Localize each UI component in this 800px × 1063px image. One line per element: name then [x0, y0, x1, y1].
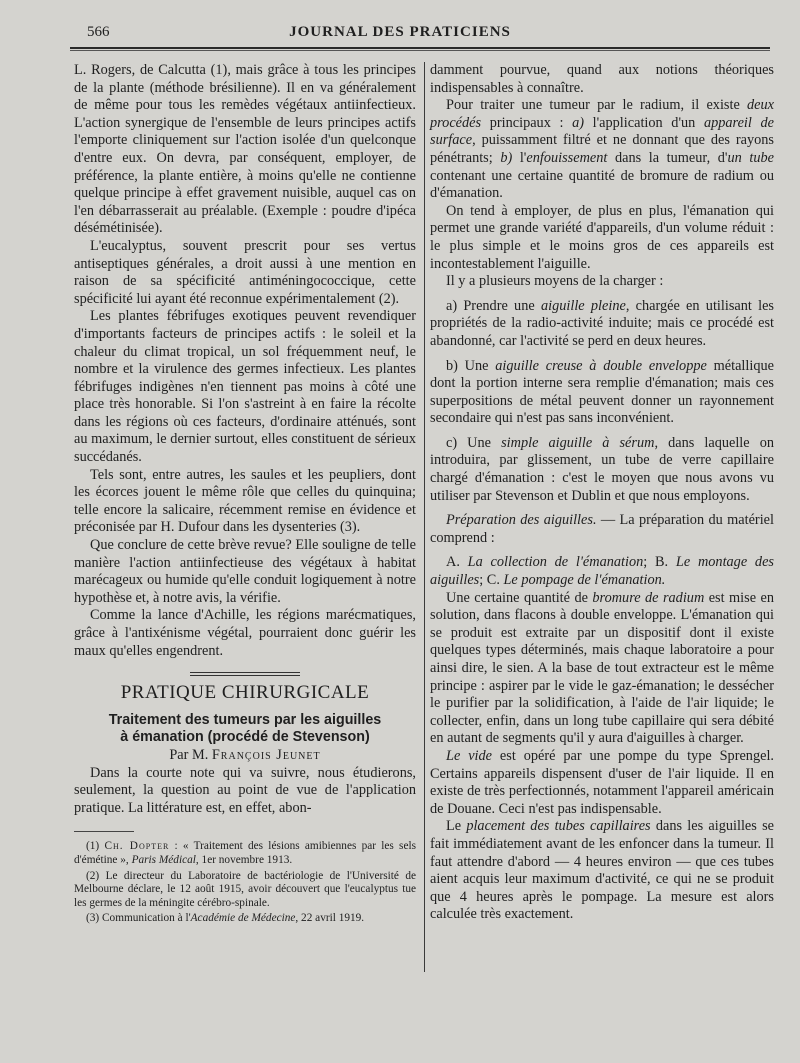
paragraph: a) Prendre une aiguille pleine, chargée en utilisant les propriétés de la radio-activité induite; mais ce procédé est abandonné, car l'activité se perd en deux heures. [430, 297, 774, 349]
author-line [74, 747, 416, 765]
paragraph: Une certaine quantité de bromure de radium est mise en solution, dans flacons à double enveloppe. L'émanation qui se produit est extraite par un dispositif dont il existe quelques types déterminés, mais chaque laboratoire a pour ainsi dire, le sien. A la base de tout extracteur est le même principe : aspirer par le vide le gaz-émanation; le dessécher le purifier par la solidification, à l'aide de l'air liquide; le collecter, enfin, dans un long tube capillaire qui sera débité en autant de segments qu'il y aura d'aiguilles à charger. [430, 589, 774, 747]
footnote-text: Le directeur du Laboratoire de bactériologie de l'Université de Melbourne déclare, le 12 août 1915, avoir découvert que l'eucalyptus tue les germes de la méningite cérébro-spinale. [74, 869, 416, 909]
header-rule-thin [70, 50, 770, 51]
paragraph: c) Une simple aiguille à sérum, dans laquelle on introduira, par glissement, un tube de verre capillaire chargé d'émanation : c'est le moyen que nous avons vu utiliser par Stevenson et Dublin et que nous employons. [430, 434, 774, 504]
paragraph: L. Rogers, de Calcutta (1), mais grâce à tous les principes de la plante (méthode brésilienne). Il en va généralement de même pour tous les remèdes végétaux antiinfectieux. L'action synergique de l'ensemble de leurs principes actifs l'emporte cliniquement sur l'action isolée d'un quelconque d'entre eux. On devra, par conséquent, employer, de préférence, la plante entière, à moins qu'elle ne contienne quelque principe à effet gravement nuisible, auquel cas on l'en débarrasserait au préalable. (Exemple : poudre d'ipéca désémétinisée). [74, 62, 416, 237]
paragraph: L'eucalyptus, souvent prescrit pour ses vertus antiseptiques générales, a droit aussi à une mention en raison de sa spécificité antiméningococcique, cette spécificité lui ayant été reconnue expérimentalement (2). [74, 237, 416, 307]
footnote-text: , 22 avril 1919. [295, 912, 365, 925]
right-column [430, 62, 774, 924]
footnote [74, 840, 416, 867]
paragraph: damment pourvue, quand aux notions théoriques indispensables à connaître. [430, 62, 774, 96]
section-heading [74, 672, 416, 702]
footnote-rule [74, 831, 134, 832]
page-number: 566 [87, 24, 110, 40]
journal-title: JOURNAL DES PRATICIENS [289, 24, 511, 40]
article-title [74, 712, 416, 747]
author-prefix: Par M. [169, 746, 209, 763]
paragraph: Le vide est opéré par une pompe du type Sprengel. Certains appareils dispensent d'user de l'air liquide. Il en existe de très perfectionnés, notamment l'appareil américain de Douane. Ceci n'est pas indispensable. [430, 747, 774, 817]
paragraph: A. La collection de l'émanation; B. Le montage des aiguilles; C. Le pompage de l'émanation. [430, 554, 774, 589]
running-header [0, 24, 800, 48]
footnote-journal: Académie de Médecine [190, 912, 296, 925]
paragraph: b) Une aiguille creuse à double enveloppe métallique dont la portion interne sera remplie d'émanation; mais ces superpositions de métal peuvent donner un rayonnement secondaire qui n'est pas sans inconvénient. [430, 357, 774, 427]
paragraph: Pour traiter une tumeur par le radium, il existe deux procédés principaux : a) l'application d'un appareil de surface, puissamment filtré et ne donnant que des rayons pénétrants; b) l'enfouissement dans la tumeur, d'un tube contenant une certaine quantité de bromure de radium ou d'émanation. [430, 97, 774, 202]
footnote-author: Ch. Dopter [104, 840, 170, 853]
footnote-text: Communication à l' [102, 912, 191, 925]
column-divider [424, 62, 425, 972]
paragraph: Que conclure de cette brève revue? Elle souligne de telle manière l'action antiinfectieuse des végétaux à habitat marécageux ou humide qu'elle conduit logiquement à notre hypothèse et, à notre avis, la vérifie. [74, 537, 416, 606]
article-intro: Dans la courte note qui va suivre, nous étudierons, seulement, la question au point de vue de l'application pratique. La littérature est, en effet, abon- [74, 764, 416, 816]
footnotes [74, 840, 416, 926]
paragraph: Le placement des tubes capillaires dans les aiguilles se fait immédiatement avant de les enfoncer dans la tumeur. Il faut attendre d'abord — 4 heures environ — que ces tubes aient acquis leur maximum d'activité, ce qui ne se produit que 4 heures après le pompage. La mesure est alors calculée très exactement. [430, 818, 774, 923]
header-rule [70, 47, 770, 49]
footnote-text: , 1er novembre 1913. [195, 853, 293, 866]
footnote-number: (3) [86, 912, 100, 925]
footnote-number: (1) [86, 840, 100, 853]
paragraph: Les plantes fébrifuges exotiques peuvent revendiquer d'importants facteurs de principes actifs : le soleil et la chaleur du climat tropical, un sol fréquemment neuf, le nombre et la virulence des germes infectieux. Les plantes fébrifuges indigènes n'en tiennent pas moins à côté une place très honorable. Si l'on s'astreint à en faire la récolte dans les régions où ces facteurs, d'ordinaire atténués, sont au maximum, le dernier surtout, elles constituent de sérieux succédanés. [74, 308, 416, 466]
section-title: PRATIQUE CHIRURGICALE [120, 682, 370, 704]
footnote [74, 912, 416, 926]
article-title-line-2: à émanation (procédé de Stevenson) [120, 729, 370, 746]
paragraph: Comme la lance d'Achille, les régions marécmatiques, grâce à l'antixénisme végétal, pourraient donc guérir les maux qu'elles engendrent. [74, 607, 416, 659]
article-title-line-1: Traitement des tumeurs par les aiguilles [108, 711, 382, 728]
paragraph: On tend à employer, de plus en plus, l'émanation qui permet une grande variété d'appareils, d'un volume réduit : le plus simple et le moins gros de ces appareils est incontestablement l'aiguille. [430, 202, 774, 272]
footnote-journal: Paris Médical [131, 853, 196, 866]
subsection-paragraph: Préparation des aiguilles. — La préparation du matériel comprend : [430, 512, 774, 546]
footnote [74, 870, 416, 911]
footnote-text: : « Traitement des lésions amibiennes par les sels d'émétine », [74, 840, 416, 866]
paragraph: Tels sont, entre autres, les saules et les peupliers, dont les écorces jouent le même rôle que celles du quinquina; telle encore la salicaire, récemment remise en évidence et préconisée par H. Dufour dans les dysenteries (3). [74, 466, 416, 536]
section-double-rule [190, 672, 300, 676]
left-column [74, 62, 416, 928]
paragraph: Il y a plusieurs moyens de la charger : [446, 273, 664, 290]
author-name: François Jeunet [211, 746, 321, 763]
footnote-number: (2) [86, 869, 100, 882]
